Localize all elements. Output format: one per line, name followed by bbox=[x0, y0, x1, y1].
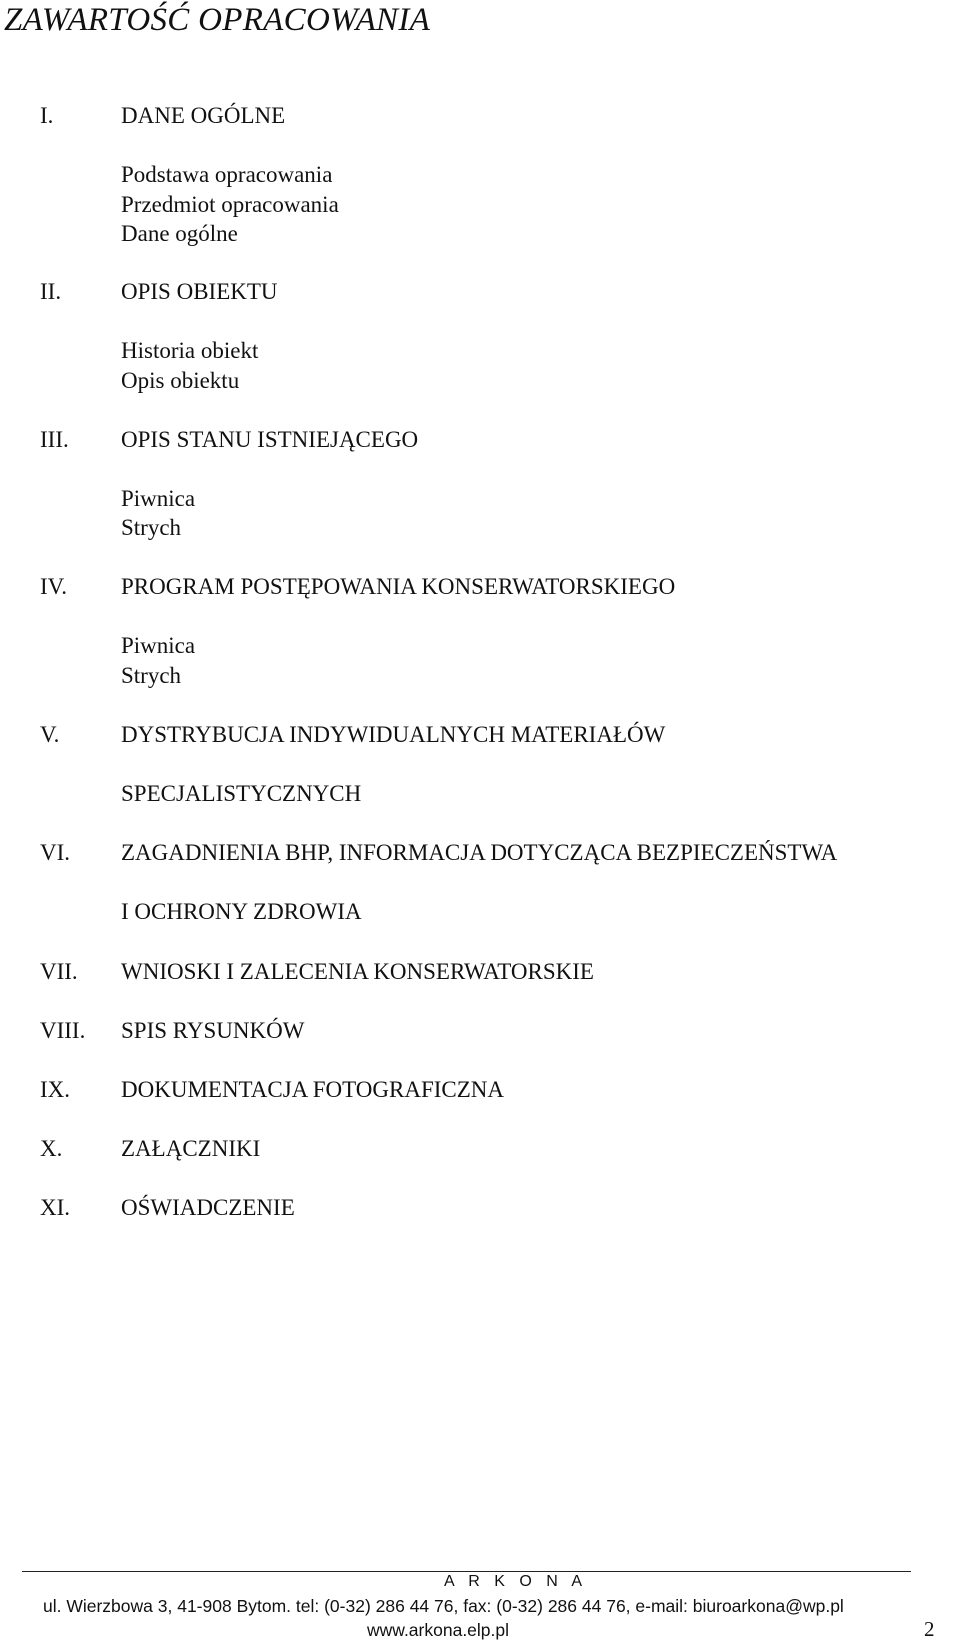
subsection-item: Piwnica bbox=[121, 486, 196, 511]
section-heading: DANE OGÓLNE bbox=[121, 103, 286, 128]
subsection-item: Opis obiektu bbox=[121, 368, 240, 393]
footer-address: ul. Wierzbowa 3, 41-908 Bytom. tel: (0-32) 286 44 76, fax: (0-32) 286 44 76, e-mail: biuroarkona@wp.pl bbox=[43, 1596, 844, 1616]
subsection-item: Przedmiot opracowania bbox=[121, 192, 339, 217]
footer-divider bbox=[22, 1571, 911, 1572]
section-number: X. bbox=[40, 1136, 63, 1161]
section-number: VII. bbox=[40, 959, 78, 984]
subsection-item: Strych bbox=[121, 663, 182, 688]
section-number: II. bbox=[40, 279, 62, 304]
section-heading: WNIOSKI I ZALECENIA KONSERWATORSKIE bbox=[121, 959, 594, 984]
section-number: III. bbox=[40, 427, 69, 452]
section-heading-continuation: SPECJALISTYCZNYCH bbox=[121, 781, 362, 806]
subsection-item: Historia obiekt bbox=[121, 338, 259, 363]
section-heading: SPIS RYSUNKÓW bbox=[121, 1018, 305, 1043]
section-number: I. bbox=[40, 103, 54, 128]
section-heading: OŚWIADCZENIE bbox=[121, 1195, 295, 1220]
footer-website: www.arkona.elp.pl bbox=[367, 1620, 510, 1640]
section-heading: ZAŁĄCZNIKI bbox=[121, 1136, 261, 1161]
subsection-item: Podstawa opracowania bbox=[121, 162, 333, 187]
document-title: ZAWARTOŚĆ OPRACOWANIA bbox=[4, 2, 431, 38]
section-number: VI. bbox=[40, 840, 71, 865]
section-number: IX. bbox=[40, 1077, 71, 1102]
section-heading: OPIS STANU ISTNIEJĄCEGO bbox=[121, 427, 419, 452]
footer-firm-name: A R K O N A bbox=[444, 1573, 588, 1590]
section-heading-continuation: I OCHRONY ZDROWIA bbox=[121, 899, 362, 924]
section-number: IV. bbox=[40, 574, 68, 599]
section-number: XI. bbox=[40, 1195, 71, 1220]
section-heading: OPIS OBIEKTU bbox=[121, 279, 278, 304]
section-heading: PROGRAM POSTĘPOWANIA KONSERWATORSKIEGO bbox=[121, 574, 676, 599]
section-number: VIII. bbox=[40, 1018, 86, 1043]
section-heading: DYSTRYBUCJA INDYWIDUALNYCH MATERIAŁÓW bbox=[121, 722, 666, 747]
section-number: V. bbox=[40, 722, 60, 747]
subsection-item: Strych bbox=[121, 515, 182, 540]
subsection-item: Dane ogólne bbox=[121, 221, 238, 246]
page-number: 2 bbox=[924, 1617, 935, 1641]
subsection-item: Piwnica bbox=[121, 633, 196, 658]
section-heading: DOKUMENTACJA FOTOGRAFICZNA bbox=[121, 1077, 505, 1102]
section-heading: ZAGADNIENIA BHP, INFORMACJA DOTYCZĄCA BEZPIECZEŃSTWA bbox=[121, 840, 838, 865]
